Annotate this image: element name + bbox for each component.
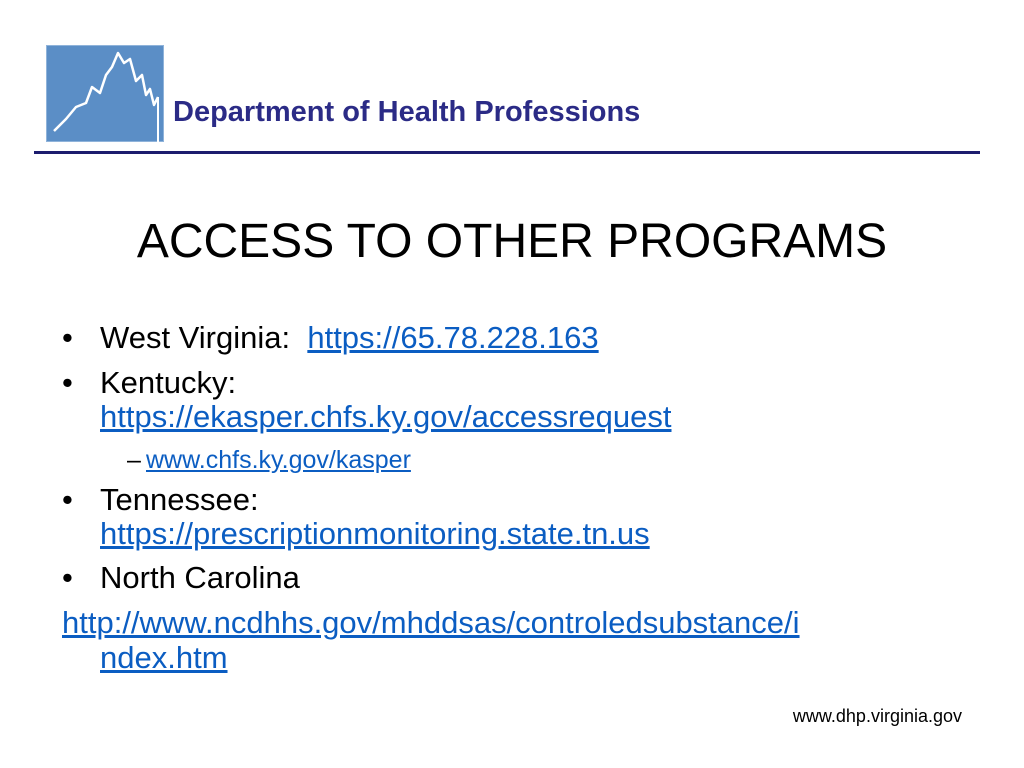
list-item: [100, 483, 259, 517]
department-title: Department of Health Professions: [173, 96, 641, 128]
state-label: Kentucky:: [100, 365, 237, 400]
list-item: [62, 606, 800, 640]
kasper-link[interactable]: www.chfs.ky.gov/kasper: [146, 446, 411, 474]
north-carolina-link-line1[interactable]: http://www.ncdhhs.gov/mhddsas/controledsubstance/i: [62, 605, 800, 640]
bullet-icon: •: [62, 320, 73, 355]
tennessee-link[interactable]: https://prescriptionmonitoring.state.tn.us: [100, 516, 650, 551]
state-label: North Carolina: [100, 560, 300, 595]
footer-url: www.dhp.virginia.gov: [792, 706, 962, 726]
dash-icon: –: [127, 446, 141, 474]
header-divider: [34, 151, 980, 154]
list-item: [100, 517, 650, 551]
list-item: [146, 446, 411, 474]
north-carolina-link-line2[interactable]: ndex.htm: [100, 640, 228, 675]
list-item: [100, 400, 672, 434]
west-virginia-link[interactable]: https://65.78.228.163: [307, 320, 599, 355]
slide-title: ACCESS TO OTHER PROGRAMS: [136, 215, 888, 268]
list-item: [100, 641, 228, 675]
kentucky-link[interactable]: https://ekasper.chfs.ky.gov/accessrequest: [100, 399, 672, 434]
state-label: West Virginia:: [100, 320, 291, 355]
bullet-icon: •: [62, 365, 73, 400]
list-item: [100, 561, 300, 595]
list-item: [100, 321, 599, 355]
bullet-icon: •: [62, 560, 73, 595]
dhp-logo-icon: [46, 45, 164, 142]
bullet-icon: •: [62, 482, 73, 517]
state-label: Tennessee:: [100, 482, 259, 517]
list-item: [100, 366, 236, 400]
